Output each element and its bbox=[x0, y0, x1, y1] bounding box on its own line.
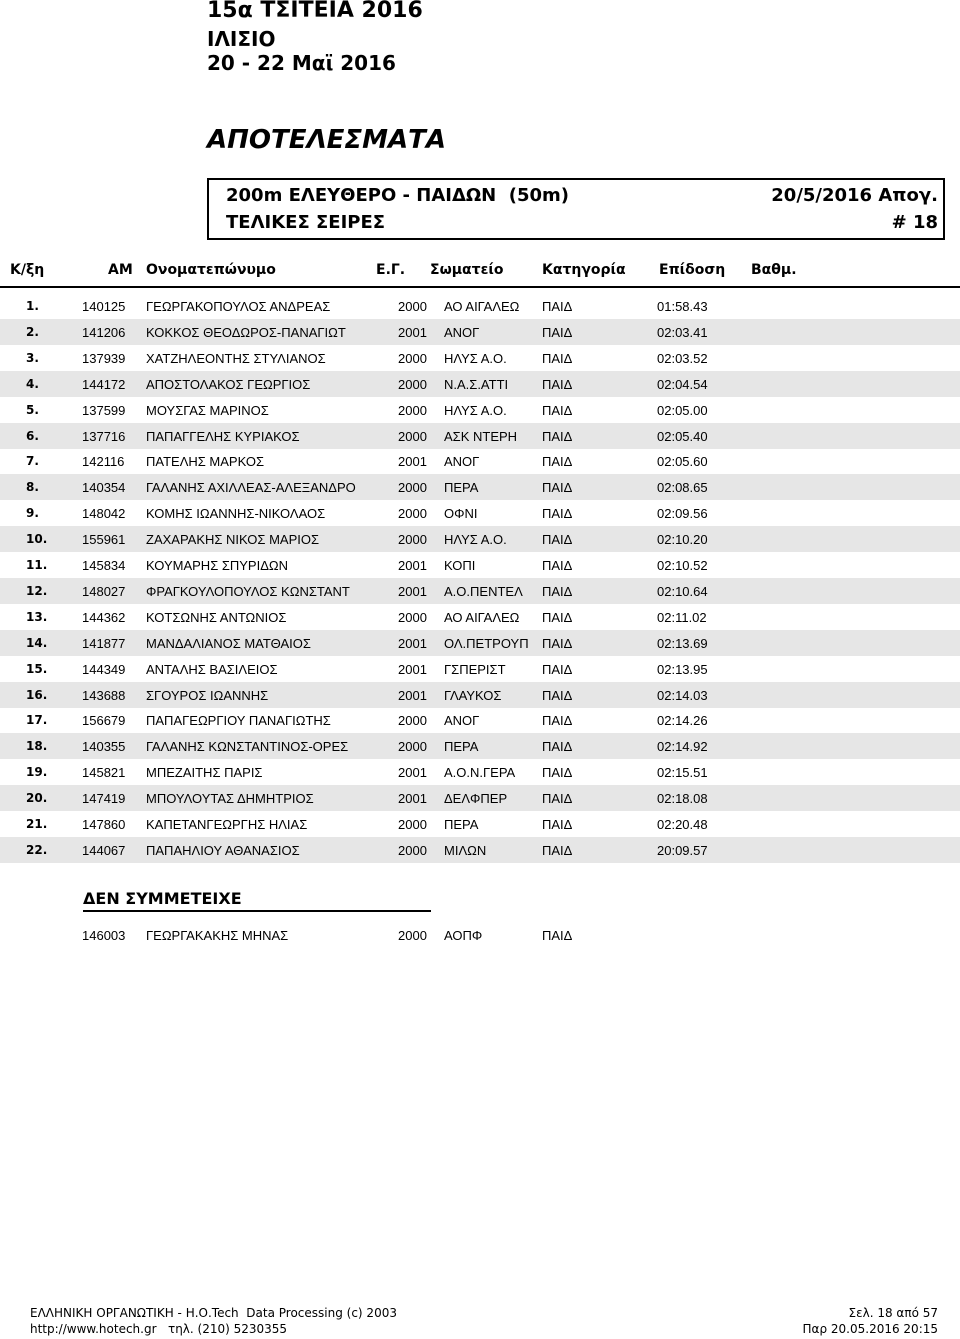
row-time: 02:11.02 bbox=[657, 609, 707, 625]
row-club: ΑΟ ΑΙΓΑΛΕΩ bbox=[444, 299, 520, 314]
row-club: ΑΟ ΑΙΓΑΛΕΩ bbox=[444, 609, 520, 625]
row-category: ΠΑΙΔ bbox=[542, 817, 573, 832]
row-rank: 22. bbox=[26, 842, 48, 857]
row-year: 2001 bbox=[398, 687, 427, 703]
row-category: ΠΑΙΔ bbox=[542, 324, 573, 340]
table-row bbox=[0, 785, 960, 811]
row-club: ΟΛ.ΠΕΤΡΟΥΠ bbox=[444, 635, 529, 651]
row-rank: 5. bbox=[26, 402, 39, 417]
row-time: 02:13.69 bbox=[657, 635, 708, 651]
col-header-name: Ονοματεπώνυμο bbox=[146, 262, 276, 278]
row-category: ΠΑΙΔ bbox=[542, 428, 573, 444]
row-am: 144172 bbox=[82, 376, 126, 392]
row-am: 137599 bbox=[82, 402, 126, 418]
row-club: ΑΝΟΓ bbox=[444, 324, 480, 340]
results-heading: ΑΠΟΤΕΛΕΣΜΑΤΑ bbox=[207, 125, 446, 155]
row-time: 02:10.52 bbox=[657, 558, 708, 573]
table-row bbox=[0, 811, 960, 837]
row-rank: 8. bbox=[26, 480, 39, 495]
row-name: ΓΕΩΡΓΑΚΟΠΟΥΛΟΣ ΑΝΔΡΕΑΣ bbox=[146, 299, 331, 314]
row-club: ΠΕΡΑ bbox=[444, 739, 479, 755]
row-am: 137716 bbox=[82, 428, 126, 444]
row-category: ΠΑΙΔ bbox=[542, 635, 573, 651]
row-year: 2000 bbox=[398, 532, 427, 548]
row-time: 02:04.54 bbox=[657, 376, 708, 392]
row-year: 2000 bbox=[398, 739, 427, 755]
row-am: 140354 bbox=[82, 480, 126, 496]
row-club: ΠΕΡΑ bbox=[444, 817, 479, 832]
dns-am: 146003 bbox=[82, 928, 126, 943]
col-header-category: Κατηγορία bbox=[542, 262, 626, 278]
row-name: ΧΑΤΖΗΛΕΟΝΤΗΣ ΣΤΥΛΙΑΝΟΣ bbox=[146, 350, 326, 366]
row-year: 2001 bbox=[398, 324, 427, 340]
row-rank: 4. bbox=[26, 376, 39, 391]
row-category: ΠΑΙΔ bbox=[542, 350, 573, 366]
row-year: 2001 bbox=[398, 454, 427, 470]
row-club: Α.Ο.ΠΕΝΤΕΛ bbox=[444, 583, 523, 599]
row-year: 2001 bbox=[398, 661, 427, 677]
row-time: 01:58.43 bbox=[657, 299, 708, 314]
row-time: 02:05.60 bbox=[657, 454, 708, 470]
row-club: ΑΝΟΓ bbox=[444, 454, 480, 470]
row-rank: 18. bbox=[26, 739, 48, 754]
row-club: ΠΕΡΑ bbox=[444, 480, 479, 496]
footer-contact: http://www.hotech.gr τηλ. (210) 5230355 bbox=[30, 1322, 288, 1336]
row-club: Ν.Α.Σ.ΑΤΤΙ bbox=[444, 376, 509, 392]
row-name: ΠΑΠΑΓΓΕΛΗΣ ΚΥΡΙΑΚΟΣ bbox=[146, 428, 300, 444]
row-time: 02:05.00 bbox=[657, 402, 708, 418]
row-club: ΓΣΠΕΡΙΣΤ bbox=[444, 661, 506, 677]
row-am: 145834 bbox=[82, 558, 126, 573]
table-row bbox=[0, 423, 960, 449]
dns-category: ΠΑΙΔ bbox=[542, 928, 573, 943]
table-row bbox=[0, 759, 960, 785]
table-row bbox=[0, 526, 960, 552]
row-category: ΠΑΙΔ bbox=[542, 765, 573, 781]
row-club: ΗΛΥΣ Α.Ο. bbox=[444, 350, 507, 366]
row-year: 2000 bbox=[398, 428, 427, 444]
dns-underline bbox=[83, 910, 431, 912]
row-name: ΠΑΤΕΛΗΣ ΜΑΡΚΟΣ bbox=[146, 454, 265, 470]
row-category: ΠΑΙΔ bbox=[542, 609, 573, 625]
row-year: 2000 bbox=[398, 376, 427, 392]
row-am: 137939 bbox=[82, 350, 126, 366]
row-name: ΜΑΝΔΑΛΙΑΝΟΣ ΜΑΤΘΑΙΟΣ bbox=[146, 635, 311, 651]
row-rank: 19. bbox=[26, 765, 48, 780]
row-rank: 15. bbox=[26, 661, 48, 676]
row-am: 148042 bbox=[82, 506, 126, 522]
row-category: ΠΑΙΔ bbox=[542, 480, 573, 496]
event-number: # 18 bbox=[891, 212, 938, 233]
row-year: 2000 bbox=[398, 506, 427, 522]
table-row bbox=[0, 656, 960, 682]
row-time: 02:10.64 bbox=[657, 583, 708, 599]
row-category: ΠΑΙΔ bbox=[542, 791, 573, 807]
row-time: 02:14.03 bbox=[657, 687, 708, 703]
row-am: 140355 bbox=[82, 739, 126, 755]
row-name: ΓΑΛΑΝΗΣ ΑΧΙΛΛΕΑΣ-ΑΛΕΞΑΝΔΡΟ bbox=[146, 480, 356, 496]
row-time: 02:05.40 bbox=[657, 428, 708, 444]
table-row bbox=[0, 682, 960, 708]
col-header-year: Ε.Γ. bbox=[376, 262, 406, 278]
dns-name: ΓΕΩΡΓΑΚΑΚΗΣ ΜΗΝΑΣ bbox=[146, 928, 289, 943]
header-rule bbox=[0, 286, 960, 288]
table-row bbox=[0, 733, 960, 759]
table-row bbox=[0, 707, 960, 733]
row-am: 155961 bbox=[82, 532, 126, 548]
row-rank: 2. bbox=[26, 324, 39, 339]
event-name: 200m ΕΛΕΥΘΕΡΟ - ΠΑΙΔΩΝ (50m) bbox=[226, 185, 570, 206]
row-am: 147860 bbox=[82, 817, 126, 832]
row-name: ΚΟΚΚΟΣ ΘΕΟΔΩΡΟΣ-ΠΑΝΑΓΙΩΤ bbox=[146, 324, 346, 340]
row-time: 02:13.95 bbox=[657, 661, 708, 677]
row-year: 2001 bbox=[398, 583, 427, 599]
row-club: ΗΛΥΣ Α.Ο. bbox=[444, 532, 507, 548]
row-name: ΚΟΥΜΑΡΗΣ ΣΠΥΡΙΔΩΝ bbox=[146, 558, 289, 573]
meet-title: 15α ΤΣΙΤΕΙΑ 2016 bbox=[207, 0, 423, 23]
row-year: 2000 bbox=[398, 713, 427, 729]
row-time: 02:14.26 bbox=[657, 713, 708, 729]
table-row bbox=[0, 345, 960, 371]
row-year: 2001 bbox=[398, 635, 427, 651]
row-club: Α.Ο.Ν.ΓΕΡΑ bbox=[444, 765, 516, 781]
table-row bbox=[0, 293, 960, 319]
row-rank: 11. bbox=[26, 558, 48, 572]
row-category: ΠΑΙΔ bbox=[542, 506, 573, 522]
footer-company: ΕΛΛΗΝΙΚΗ ΟΡΓΑΝΩΤΙΚΗ - Η.Ο.Tech Data Processing (c) 2003 bbox=[30, 1306, 397, 1320]
row-club: ΗΛΥΣ Α.Ο. bbox=[444, 402, 507, 418]
row-year: 2000 bbox=[398, 299, 427, 314]
row-time: 02:08.65 bbox=[657, 480, 708, 496]
row-rank: 16. bbox=[26, 687, 48, 702]
table-row bbox=[0, 500, 960, 526]
row-time: 02:03.41 bbox=[657, 324, 708, 340]
table-row bbox=[0, 837, 960, 863]
row-am: 144349 bbox=[82, 661, 126, 677]
row-name: ΜΟΥΣΓΑΣ ΜΑΡΙΝΟΣ bbox=[146, 402, 269, 418]
row-rank: 6. bbox=[26, 428, 39, 443]
row-club: ΜΙΛΩΝ bbox=[444, 842, 487, 858]
row-year: 2000 bbox=[398, 350, 427, 366]
row-rank: 10. bbox=[26, 532, 48, 547]
footer-timestamp: Παρ 20.05.2016 20:15 bbox=[802, 1322, 938, 1336]
row-rank: 9. bbox=[26, 506, 39, 521]
col-header-time: Επίδοση bbox=[659, 262, 726, 278]
row-rank: 3. bbox=[26, 350, 39, 365]
row-name: ΑΝΤΑΛΗΣ ΒΑΣΙΛΕΙΟΣ bbox=[146, 661, 278, 677]
row-category: ΠΑΙΔ bbox=[542, 739, 573, 755]
row-rank: 13. bbox=[26, 609, 48, 624]
row-time: 02:20.48 bbox=[657, 817, 708, 832]
row-am: 144362 bbox=[82, 609, 126, 625]
row-year: 2000 bbox=[398, 842, 427, 858]
table-row bbox=[0, 604, 960, 630]
row-year: 2001 bbox=[398, 765, 427, 781]
table-row bbox=[0, 630, 960, 656]
row-am: 140125 bbox=[82, 299, 126, 314]
row-name: ΚΑΠΕΤΑΝΓΕΩΡΓΗΣ ΗΛΙΑΣ bbox=[146, 817, 308, 832]
row-category: ΠΑΙΔ bbox=[542, 661, 573, 677]
row-time: 02:15.51 bbox=[657, 765, 708, 781]
row-name: ΣΓΟΥΡΟΣ ΙΩΑΝΝΗΣ bbox=[146, 687, 269, 703]
row-time: 02:03.52 bbox=[657, 350, 708, 366]
row-name: ΚΟΜΗΣ ΙΩΑΝΝΗΣ-ΝΙΚΟΛΑΟΣ bbox=[146, 506, 326, 522]
row-year: 2000 bbox=[398, 480, 427, 496]
table-row bbox=[0, 448, 960, 474]
row-time: 02:09.56 bbox=[657, 506, 708, 522]
dns-year: 2000 bbox=[398, 928, 427, 943]
row-category: ΠΑΙΔ bbox=[542, 454, 573, 470]
meet-dates: 20 - 22 Μαϊ 2016 bbox=[207, 51, 396, 75]
row-category: ΠΑΙΔ bbox=[542, 532, 573, 548]
row-name: ΜΠΕΖΑΙΤΗΣ ΠΑΡΙΣ bbox=[146, 765, 263, 781]
row-name: ΠΑΠΑΗΛΙΟΥ ΑΘΑΝΑΣΙΟΣ bbox=[146, 842, 300, 858]
row-year: 2000 bbox=[398, 817, 427, 832]
footer-page: Σελ. 18 από 57 bbox=[848, 1306, 938, 1320]
row-year: 2001 bbox=[398, 558, 427, 573]
row-am: 141877 bbox=[82, 635, 126, 651]
row-name: ΦΡΑΓΚΟΥΛΟΠΟΥΛΟΣ ΚΩΝΣΤΑΝΤ bbox=[146, 583, 350, 599]
row-am: 148027 bbox=[82, 583, 126, 599]
row-name: ΚΟΤΣΩΝΗΣ ΑΝΤΩΝΙΟΣ bbox=[146, 609, 287, 625]
row-am: 143688 bbox=[82, 687, 126, 703]
row-category: ΠΑΙΔ bbox=[542, 713, 573, 729]
row-category: ΠΑΙΔ bbox=[542, 842, 573, 858]
row-am: 141206 bbox=[82, 324, 126, 340]
row-time: 02:18.08 bbox=[657, 791, 708, 807]
dns-heading: ΔΕΝ ΣΥΜΜΕΤΕΙΧΕ bbox=[83, 889, 242, 908]
row-category: ΠΑΙΔ bbox=[542, 583, 573, 599]
table-row bbox=[0, 319, 960, 345]
row-category: ΠΑΙΔ bbox=[542, 299, 573, 314]
row-year: 2000 bbox=[398, 402, 427, 418]
row-am: 145821 bbox=[82, 765, 126, 781]
row-rank: 1. bbox=[26, 299, 39, 313]
table-row bbox=[0, 397, 960, 423]
row-rank: 21. bbox=[26, 817, 48, 831]
meet-venue: ΙΛΙΣΙΟ bbox=[207, 27, 276, 51]
row-name: ΑΠΟΣΤΟΛΑΚΟΣ ΓΕΩΡΓΙΟΣ bbox=[146, 376, 311, 392]
row-am: 147419 bbox=[82, 791, 126, 807]
row-category: ΠΑΙΔ bbox=[542, 402, 573, 418]
row-rank: 7. bbox=[26, 454, 39, 469]
row-time: 20:09.57 bbox=[657, 842, 708, 858]
row-category: ΠΑΙΔ bbox=[542, 687, 573, 703]
row-club: ΓΛΑΥΚΟΣ bbox=[444, 687, 502, 703]
row-time: 02:10.20 bbox=[657, 532, 708, 548]
row-name: ΓΑΛΑΝΗΣ ΚΩΝΣΤΑΝΤΙΝΟΣ-ΟΡΕΣ bbox=[146, 739, 349, 755]
col-header-club: Σωματείο bbox=[430, 262, 504, 278]
table-row bbox=[0, 474, 960, 500]
row-rank: 14. bbox=[26, 635, 48, 650]
event-stage: ΤΕΛΙΚΕΣ ΣΕΙΡΕΣ bbox=[226, 212, 386, 233]
row-rank: 20. bbox=[26, 791, 48, 806]
table-row bbox=[0, 371, 960, 397]
dns-club: ΑΟΠΦ bbox=[444, 928, 483, 943]
row-category: ΠΑΙΔ bbox=[542, 376, 573, 392]
row-club: ΑΣΚ ΝΤΕΡΗ bbox=[444, 428, 518, 444]
row-name: ΜΠΟΥΛΟΥΤΑΣ ΔΗΜΗΤΡΙΟΣ bbox=[146, 791, 314, 807]
row-rank: 17. bbox=[26, 713, 48, 728]
event-date: 20/5/2016 Απογ. bbox=[771, 185, 938, 206]
row-club: ΑΝΟΓ bbox=[444, 713, 480, 729]
col-header-am: ΑΜ bbox=[108, 262, 133, 278]
row-am: 156679 bbox=[82, 713, 126, 729]
row-name: ΖΑΧΑΡΑΚΗΣ ΝΙΚΟΣ ΜΑΡΙΟΣ bbox=[146, 532, 319, 548]
row-year: 2001 bbox=[398, 791, 427, 807]
row-time: 02:14.92 bbox=[657, 739, 708, 755]
col-header-points: Βαθμ. bbox=[751, 262, 797, 278]
row-rank: 12. bbox=[26, 583, 48, 598]
row-name: ΠΑΠΑΓΕΩΡΓΙΟΥ ΠΑΝΑΓΙΩΤΗΣ bbox=[146, 713, 331, 729]
col-header-rank: Κ/ξη bbox=[10, 262, 45, 278]
row-club: ΟΦΝΙ bbox=[444, 506, 478, 522]
row-am: 144067 bbox=[82, 842, 126, 858]
dns-row bbox=[0, 922, 960, 948]
row-club: ΔΕΛΦΠΕΡ bbox=[444, 791, 508, 807]
row-category: ΠΑΙΔ bbox=[542, 558, 573, 573]
table-row bbox=[0, 578, 960, 604]
row-year: 2000 bbox=[398, 609, 427, 625]
table-row bbox=[0, 552, 960, 578]
row-club: ΚΟΠΙ bbox=[444, 558, 476, 573]
row-am: 142116 bbox=[82, 454, 125, 470]
